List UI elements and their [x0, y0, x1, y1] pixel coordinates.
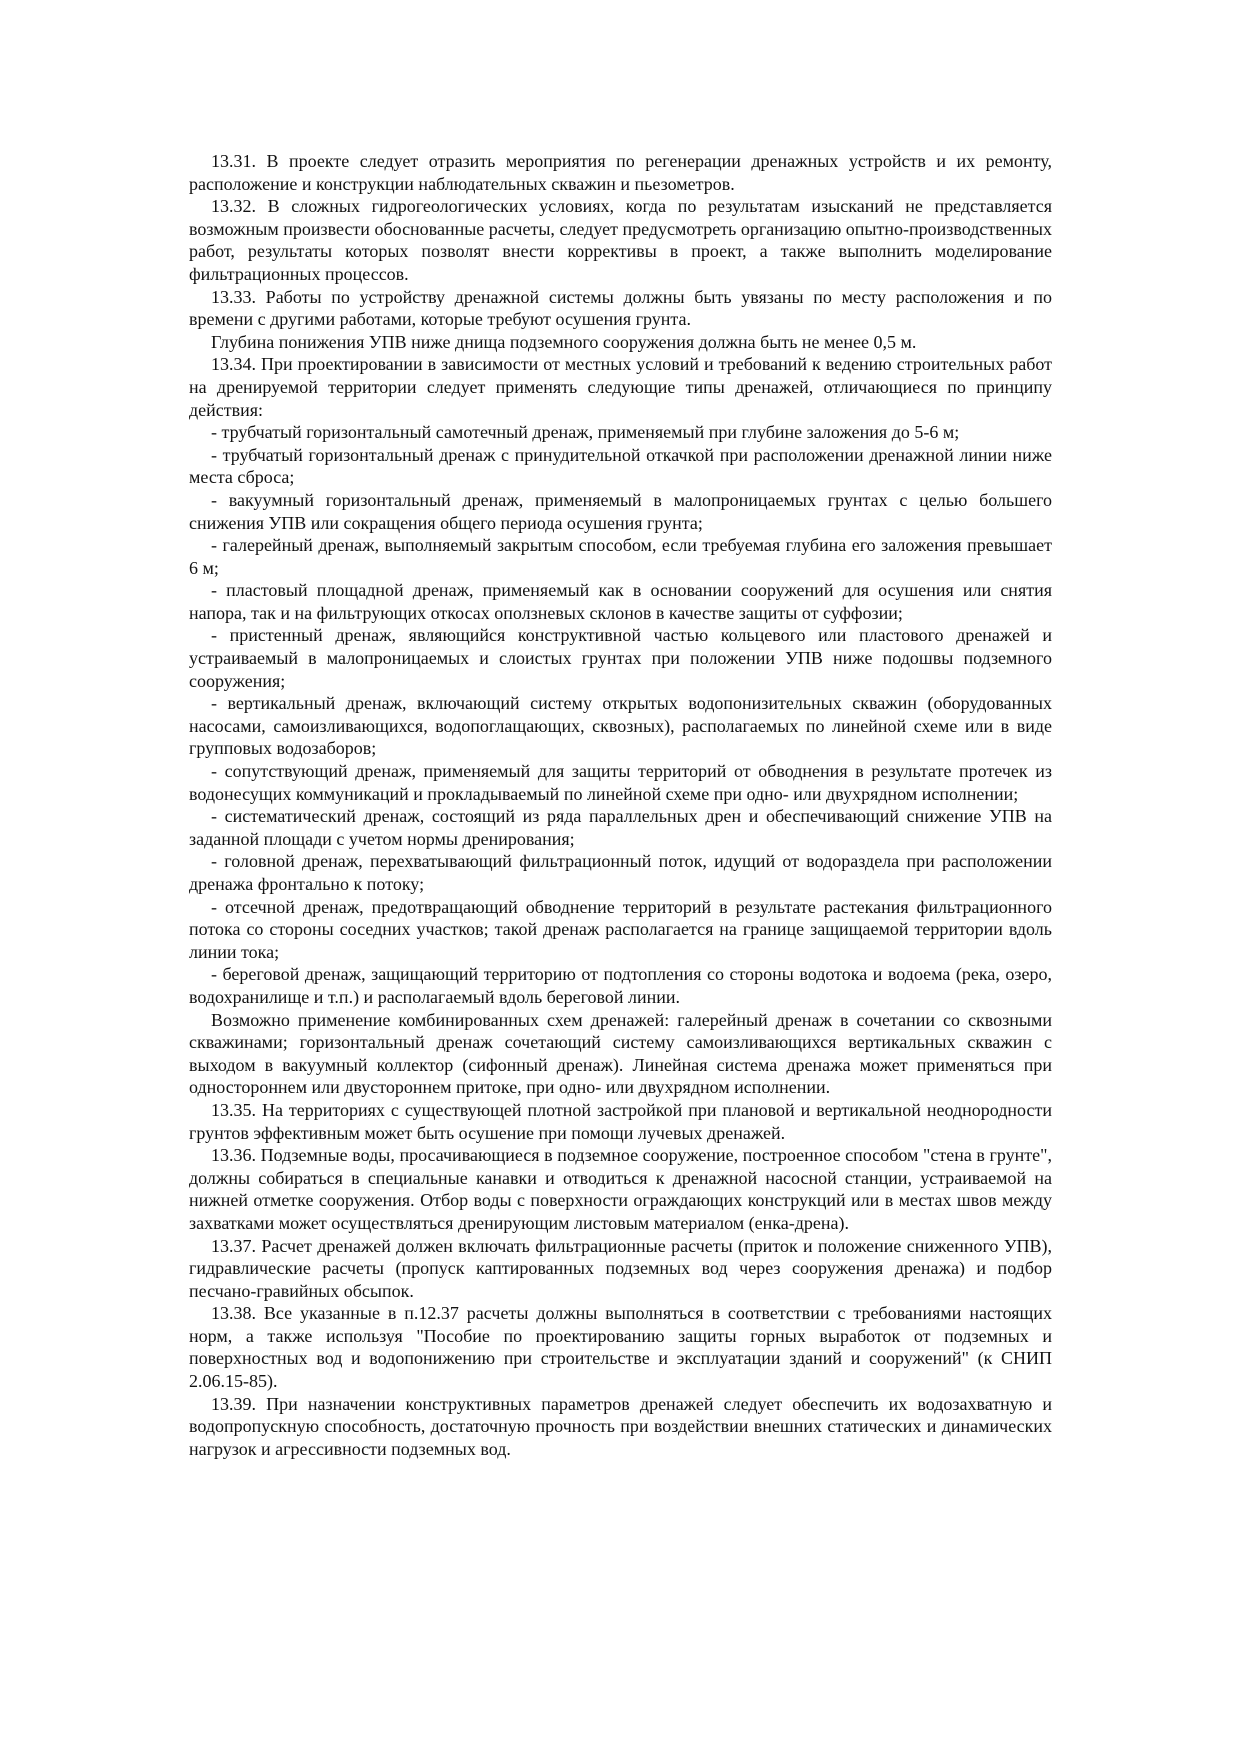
paragraph-13-39: 13.39. При назначении конструктивных параметров дренажей следует обеспечить их водозахватную и водопропускную способность, достаточную прочность при воздействии внешних статических и динамических нагрузок и агрессивности подземных вод. [189, 1393, 1052, 1459]
paragraph-13-38: 13.38. Все указанные в п.12.37 расчеты должны выполняться в соответствии с требованиями настоящих норм, а также используя "Пособие по проектированию защиты горных выработок от подземных и поверхностных вод и водопонижению при строительстве и эксплуатации зданий и сооружений" (к СНИП 2.06.15-85). [189, 1303, 1052, 1392]
paragraph-13-35: 13.35. На территориях с существующей плотной застройкой при плановой и вертикальной неоднородности грунтов эффективным может быть осушение при помощи лучевых дренажей. [189, 1099, 1052, 1143]
paragraph-13-37: 13.37. Расчет дренажей должен включать фильтрационные расчеты (приток и положение сниженного УПВ), гидравлические расчеты (пропуск каптированных подземных вод через сооружения дренажа) и подбор песчано-гравийных обсыпок. [189, 1235, 1052, 1301]
list-item-vertical-drainage: - вертикальный дренаж, включающий систему открытых водопонизительных скважин (оборудованных насосами, самоизливающихся, водопоглащающих, сквозных), располагаемых по линейной схеме или в виде групповых водозаборов; [189, 693, 1052, 759]
list-item-tubular-gravity-drainage: - трубчатый горизонтальный самотечный дренаж, применяемый при глубине заложения до 5-6 м; [211, 422, 960, 443]
list-item-gallery-drainage: - галерейный дренаж, выполняемый закрытым способом, если требуемая глубина его заложения превышает 6 м; [189, 535, 1052, 578]
paragraph-depth-note: Глубина понижения УПВ ниже днища подземного сооружения должна быть не менее 0,5 м. [211, 331, 917, 352]
paragraph-13-31: 13.31. В проекте следует отразить мероприятия по регенерации дренажных устройств и их ремонту, расположение и конструкции наблюдательных скважин и пьезометров. [189, 151, 1052, 194]
list-item-systematic-drainage: - систематический дренаж, состоящий из ряда параллельных дрен и обеспечивающий снижение УПВ на заданной площади с учетом нормы дренирования; [189, 806, 1052, 849]
list-item-shore-drainage: - береговой дренаж, защищающий территорию от подтопления со стороны водотока и водоема (река, озеро, водохранилище и т.п.) и располагаемый вдоль береговой линии. [189, 964, 1052, 1007]
list-item-head-drainage: - головной дренаж, перехватывающий фильтрационный поток, идущий от водораздела при расположении дренажа фронтально к потоку; [189, 851, 1052, 894]
paragraph-13-32: 13.32. В сложных гидрогеологических условиях, когда по результатам изысканий не представляется возможным произвести обоснованные расчеты, следует предусмотреть организацию опытно-производственных работ, результаты которых позволят внести коррективы в проект, а также выполнить моделирование фильтрационных процессов. [189, 196, 1052, 284]
list-item-layer-drainage: - пластовый площадной дренаж, применяемый как в основании сооружений для осушения или снятия напора, так и на фильтрующих откосах оползневых склонов в качестве защиты от суффозии; [189, 580, 1052, 623]
list-item-cutoff-drainage: - отсечной дренаж, предотвращающий обводнение территорий в результате растекания фильтрационного потока со стороны соседних участков; такой дренаж располагается на границе защищаемой территории вдоль линии тока; [189, 896, 1052, 962]
list-item-accompanying-drainage: - сопутствующий дренаж, применяемый для защиты территорий от обводнения в результате протечек из водонесущих коммуникаций и прокладываемый по линейной схеме при одно- или двухрядном исполнении; [189, 761, 1052, 804]
paragraph-13-33: 13.33. Работы по устройству дренажной системы должны быть увязаны по месту расположения и по времени с другими работами, которые требуют осушения грунта. [189, 286, 1052, 330]
document-page [189, 150, 1052, 1460]
paragraph-combined-schemes: Возможно применение комбинированных схем дренажей: галерейный дренаж в сочетании со сквозными скважинами; горизонтальный дренаж сочетающий систему самоизливающихся вертикальных скважин с выходом в вакуумный коллектор (сифонный дренаж). Линейная система дренажа может применяться при одностороннем или двустороннем притоке, при одно- или двухрядном исполнении. [189, 1009, 1052, 1098]
list-item-tubular-forced-drainage: - трубчатый горизонтальный дренаж с принудительной откачкой при расположении дренажной линии ниже места сброса; [189, 444, 1052, 488]
paragraph-13-34: 13.34. При проектировании в зависимости от местных условий и требований к ведению строительных работ на дренируемой территории следует применять следующие типы дренажей, отличающиеся по принципу действия: [189, 354, 1052, 420]
paragraph-13-36: 13.36. Подземные воды, просачивающиеся в подземное сооружение, построенное способом "стена в грунте", должны собираться в специальные канавки и отводиться к дренажной насосной станции, устраиваемой на нижней отметке сооружения. Отбор воды с поверхности ограждающих конструкций или в местах швов между захватками может осуществляться дренирующим листовым материалом (енка-дрена). [189, 1145, 1052, 1233]
list-item-vacuum-drainage: - вакуумный горизонтальный дренаж, применяемый в малопроницаемых грунтах с целью большего снижения УПВ или сокращения общего периода осушения грунта; [189, 489, 1052, 533]
list-item-wall-drainage: - пристенный дренаж, являющийся конструктивной частью кольцевого или пластового дренажей и устраиваемый в малопроницаемых и слоистых грунтах при положении УПВ ниже подошвы подземного сооружения; [189, 625, 1052, 691]
